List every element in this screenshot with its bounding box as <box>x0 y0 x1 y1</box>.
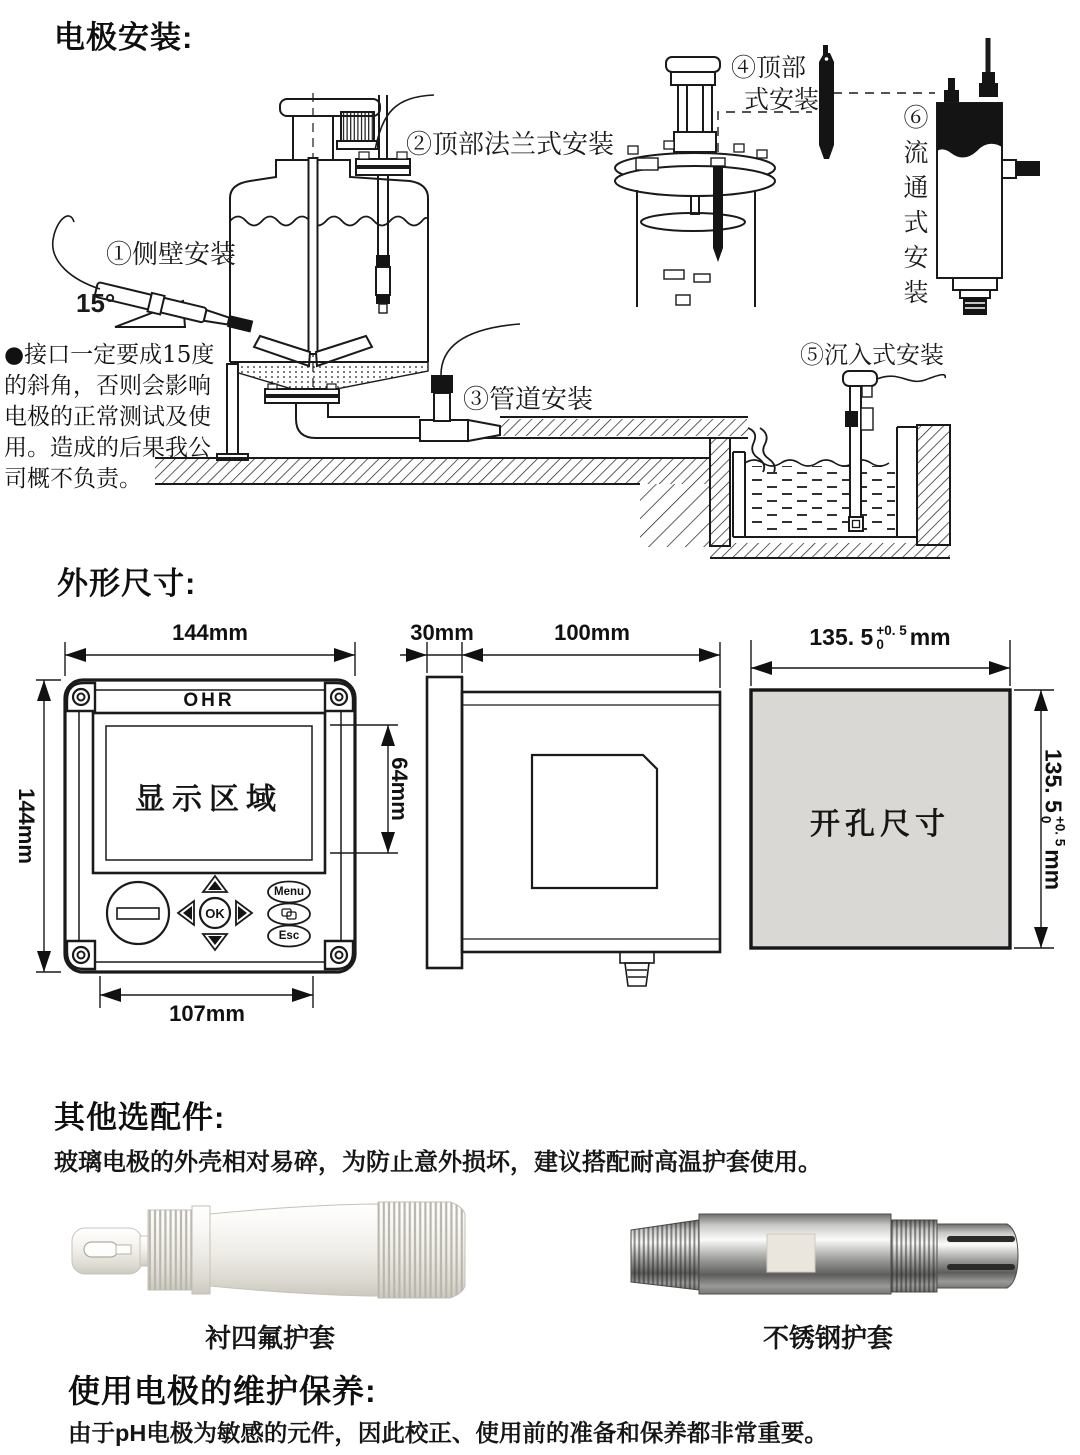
maintenance-description: 由于pH电极为敏感的元件，因此校正、使用前的准备和保养都非常重要。 <box>68 1420 828 1446</box>
dim-cutout-height: 135. 5 +0. 5 0 mm <box>1039 748 1068 891</box>
dim-display-height: 64mm <box>387 757 412 821</box>
label-flow-through-install: ⑥流通式安装 <box>900 104 929 314</box>
tolerance-stack: +0. 5 0 <box>876 623 907 652</box>
dim-front-inner-width: 107mm <box>169 1001 245 1026</box>
accessories-description: 玻璃电极的外壳相对易碎，为防止意外损坏，建议搭配耐高温护套使用。 <box>54 1149 822 1176</box>
dim-front-height: 144mm <box>14 788 39 864</box>
display-area-label: 显示区域 <box>135 782 283 817</box>
down-arrow-button <box>203 934 227 950</box>
right-arrow-button <box>236 901 252 925</box>
dimensions-title: 外形尺寸: <box>57 566 197 601</box>
steel-sleeve-photo <box>615 1198 1035 1308</box>
label-patch <box>767 1234 815 1272</box>
up-arrow-button <box>203 876 227 892</box>
dim-side-depth: 30mm <box>410 620 474 645</box>
flow-through-diagram <box>937 38 1040 315</box>
esc-button-label: Esc <box>278 930 300 942</box>
adjust-knob <box>107 882 169 944</box>
ptfe-sleeve-photo <box>60 1192 480 1317</box>
ok-button-label: OK <box>205 906 225 921</box>
maintenance-title: 使用电极的维护保养: <box>68 1373 377 1409</box>
dim-cutout-width: 135. 5 +0. 5 0 mm <box>809 623 951 652</box>
steel-sleeve-caption: 不锈钢护套 <box>762 1323 893 1353</box>
label-side-wall-install: ①侧壁安装 <box>106 240 237 270</box>
dim-side-body: 100mm <box>554 620 630 645</box>
ground-and-sump <box>155 425 950 558</box>
label-top-type-install-l2: 式安装 <box>744 85 820 114</box>
side-view-drawing <box>400 642 720 986</box>
cutout-drawing <box>751 640 1054 948</box>
accessories-title: 其他选配件: <box>54 1100 226 1135</box>
electrode-probe <box>819 45 834 159</box>
cable-gland <box>620 952 654 986</box>
brand-logo: OHR <box>183 690 235 711</box>
label-submerged-install: ⑤沉入式安装 <box>800 341 944 369</box>
tolerance-stack: +0. 5 0 <box>1039 815 1068 847</box>
left-arrow-button <box>178 901 194 925</box>
menu-button-label: Menu <box>273 886 305 898</box>
label-pipe-install: ③管道安装 <box>463 385 594 415</box>
dim-front-width: 144mm <box>172 620 248 645</box>
ptfe-sleeve-caption: 衬四氟护套 <box>204 1323 335 1353</box>
display-switch-button-outline <box>268 904 310 925</box>
installation-note: ●接口一定要成15度 的斜角，否则会影响 电极的正常测试及使 用。造成的后果我公 司概不负责。 <box>4 342 215 492</box>
installation-title: 电极安装: <box>54 20 194 55</box>
label-top-flange-install: ②顶部法兰式安装 <box>406 130 615 160</box>
cutout-label: 开孔尺寸 <box>810 807 950 842</box>
label-top-type-install-l1: ④顶部 <box>731 53 807 82</box>
corner-screw-icon <box>73 689 347 963</box>
side-dimension-lines <box>400 642 720 688</box>
label-angle-15: 15° <box>76 288 116 318</box>
display-switch-icon <box>282 909 296 919</box>
